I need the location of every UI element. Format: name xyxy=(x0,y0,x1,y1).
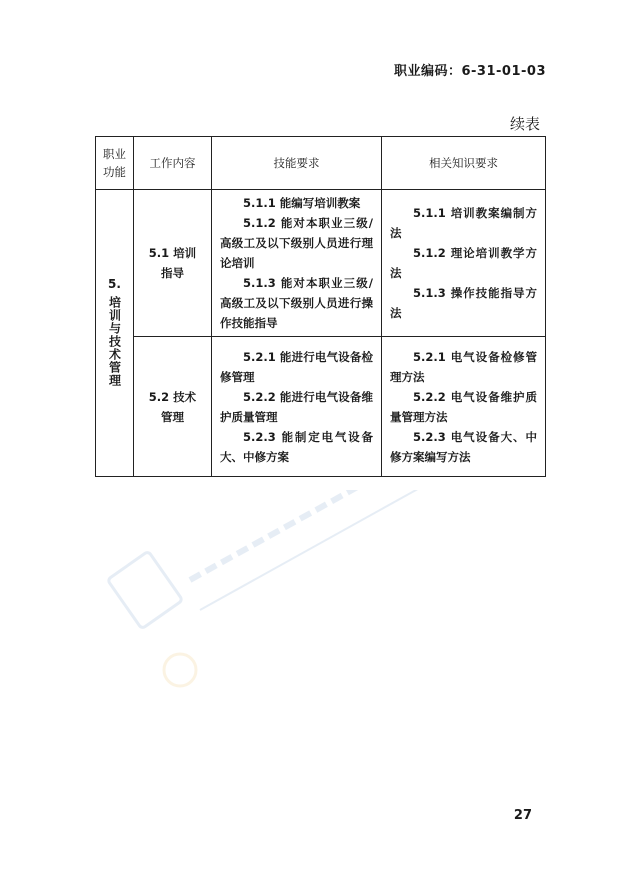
content-line1: 5.1 培训 xyxy=(148,246,197,260)
skill-item: 5.1.3 能对本职业三级/高级工及以下级别人员进行操作技能指导 xyxy=(220,276,373,330)
skill-item: 5.2.3 能制定电气设备大、中修方案 xyxy=(220,429,373,464)
skill-item: 5.2.1 能进行电气设备检修管理 xyxy=(220,349,373,384)
content-line2: 指导 xyxy=(161,266,184,280)
skills-cell xyxy=(212,337,382,477)
header-function-line1: 职业 xyxy=(103,147,126,161)
knowledge-item: 5.2.1 电气设备检修管理方法 xyxy=(390,349,537,384)
function-number: 5. xyxy=(108,276,121,291)
knowledge-item: 5.1.1 培训教案编制方法 xyxy=(390,206,537,240)
function-cell xyxy=(96,190,134,477)
function-name: 培训与技术管理 xyxy=(107,295,122,387)
skills-table xyxy=(95,136,546,477)
skill-item: 5.1.1 能编写培训教案 xyxy=(243,196,361,210)
content-line1: 5.2 技术 xyxy=(148,389,197,404)
header-content: 工作内容 xyxy=(134,137,212,190)
knowledge-item: 5.2.2 电气设备维护质量管理方法 xyxy=(390,389,537,424)
page-number: 27 xyxy=(513,808,532,823)
content-cell xyxy=(134,337,212,477)
knowledge-cell xyxy=(382,337,546,477)
table-header-row xyxy=(96,137,546,190)
header-function xyxy=(96,137,134,190)
knowledge-item: 5.1.2 理论培训教学方法 xyxy=(390,246,537,280)
table-row xyxy=(96,190,546,337)
occupation-code: 职业编码：6-31-01-03 xyxy=(393,64,546,79)
skills-cell xyxy=(212,190,382,337)
continued-label: 续表 xyxy=(509,115,540,133)
header-skills: 技能要求 xyxy=(212,137,382,190)
knowledge-item: 5.1.3 操作技能指导方法 xyxy=(390,286,537,320)
header-function-line2: 功能 xyxy=(103,165,126,179)
header-knowledge: 相关知识要求 xyxy=(382,137,546,190)
skill-item: 5.2.2 能进行电气设备维护质量管理 xyxy=(220,389,373,424)
knowledge-item: 5.2.3 电气设备大、中修方案编写方法 xyxy=(390,429,537,464)
skill-item: 5.1.2 能对本职业三级/高级工及以下级别人员进行理论培训 xyxy=(220,216,373,270)
content-cell xyxy=(134,190,212,337)
knowledge-cell xyxy=(382,190,546,337)
table-row xyxy=(96,337,546,477)
content-line2: 管理 xyxy=(161,409,184,424)
publisher-watermark xyxy=(100,490,520,690)
